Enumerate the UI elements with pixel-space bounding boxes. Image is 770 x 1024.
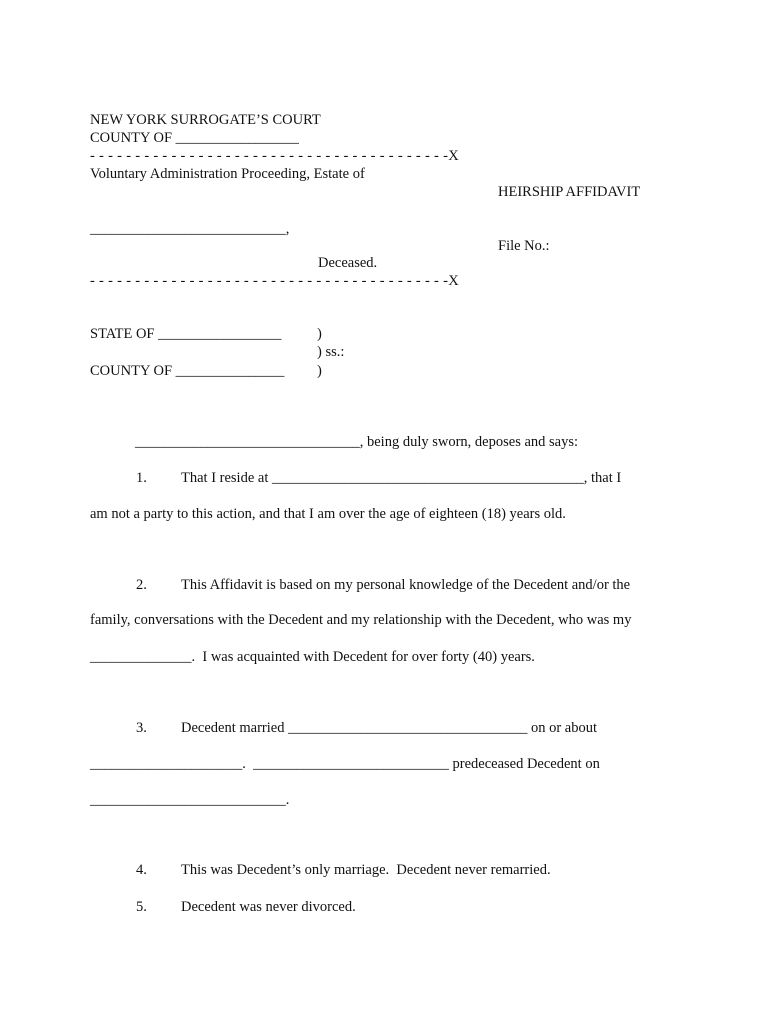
court-name: NEW YORK SURROGATE’S COURT xyxy=(90,112,321,128)
document-title: HEIRSHIP AFFIDAVIT xyxy=(498,184,641,200)
deponent-intro: _______________________________, being duly sworn, deposes and says: xyxy=(135,434,579,450)
caption-separator-bottom: - - - - - - - - - - - - - - - - - - - - - - - - - - - - - - - - - - - - - - - -X xyxy=(90,273,459,289)
decedent-name-blank: ___________________________, xyxy=(90,221,290,237)
paragraph-4-number: 4. xyxy=(136,862,147,878)
paragraph-1-line-2: am not a party to this action, and that I am over the age of eighteen (18) years old. xyxy=(90,506,566,522)
venue-paren-1: ) xyxy=(317,326,322,342)
paragraph-2-line-3: ______________. I was acquainted with Decedent for over forty (40) years. xyxy=(90,649,535,665)
paragraph-4-text: This was Decedent’s only marriage. Decedent never remarried. xyxy=(181,862,551,878)
venue-ss: ) ss.: xyxy=(317,344,345,360)
venue-paren-3: ) xyxy=(317,363,322,379)
paragraph-2-number: 2. xyxy=(136,577,147,593)
venue-county-line: COUNTY OF _______________ xyxy=(90,363,285,379)
paragraph-3-number: 3. xyxy=(136,720,147,736)
caption-separator-top: - - - - - - - - - - - - - - - - - - - - - - - - - - - - - - - - - - - - - - - -X xyxy=(90,148,459,164)
proceeding-title: Voluntary Administration Proceeding, Estate of xyxy=(90,166,365,182)
paragraph-5-text: Decedent was never divorced. xyxy=(181,899,356,915)
paragraph-5-number: 5. xyxy=(136,899,147,915)
paragraph-3-line-3: ___________________________. xyxy=(90,792,290,808)
paragraph-2-line-1: This Affidavit is based on my personal knowledge of the Decedent and/or the xyxy=(181,577,631,593)
venue-state-line: STATE OF _________________ xyxy=(90,326,282,342)
court-county-line: COUNTY OF _________________ xyxy=(90,130,299,146)
file-number-label: File No.: xyxy=(498,238,550,254)
paragraph-2-line-2: family, conversations with the Decedent and my relationship with the Decedent, who was my xyxy=(90,612,632,628)
paragraph-3-line-2: _____________________. ___________________________ predeceased Decedent on xyxy=(90,756,600,772)
paragraph-1-number: 1. xyxy=(136,470,147,486)
paragraph-3-line-1: Decedent married _________________________________ on or about xyxy=(181,720,597,736)
deceased-label: Deceased. xyxy=(318,255,378,271)
paragraph-1-line-1: That I reside at ___________________________________________, that I xyxy=(181,470,622,486)
